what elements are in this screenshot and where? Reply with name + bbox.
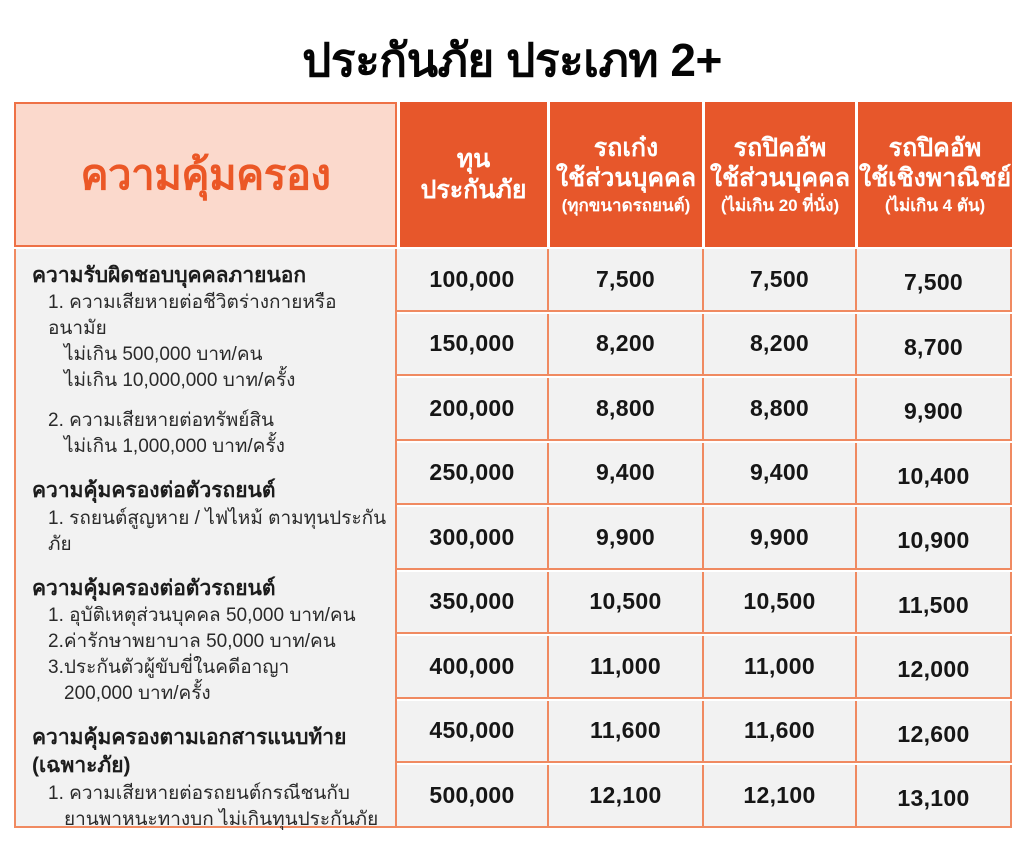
coverage-line: 1. รถยนต์สูญหาย / ไฟไหม้ ตามทุนประกันภัย — [48, 507, 387, 555]
premium-cell: 11,500 — [855, 572, 1012, 635]
coverage-line: ไม่เกิน 500,000 บาท/คน — [64, 344, 263, 366]
premium-cell: 10,500 — [547, 572, 702, 635]
premium-cell: 9,900 — [702, 507, 855, 570]
page-title: ประกันภัย ประเภท 2+ — [302, 34, 722, 86]
premium-cell: 8,200 — [547, 314, 702, 377]
premium-cell: 9,900 — [855, 378, 1012, 441]
premium-cell: 10,500 — [702, 572, 855, 635]
coverage-section-endorsement-heading: ความคุ้มครองตามเอกสารแนบท้าย — [32, 726, 347, 750]
coverage-line: 1. ความเสียหายต่อชีวิตร่างกายหรืออนามัย — [48, 292, 337, 340]
coverage-section-vehicle-heading: ความคุ้มครองต่อตัวรถยนต์ — [32, 479, 276, 503]
column-header-note: (ทุกขนาดรถยนต์) — [561, 195, 691, 215]
premium-cell: 7,500 — [547, 249, 702, 312]
premium-cell: 11,000 — [547, 636, 702, 699]
column-header-line1: รถปิคอัพ — [888, 133, 982, 162]
premium-cell: 10,900 — [855, 507, 1012, 570]
coverage-header-label: ความคุ้มครอง — [80, 150, 331, 198]
premium-cell: 9,400 — [547, 443, 702, 506]
premium-cell: 12,100 — [702, 765, 855, 828]
premium-cell: 9,900 — [547, 507, 702, 570]
column-header-pickup-personal — [702, 102, 855, 247]
sum-insured-cell: 150,000 — [397, 314, 547, 377]
coverage-section-vehicle2-heading: ความคุ้มครองต่อตัวรถยนต์ — [32, 576, 276, 600]
premium-cell: 7,500 — [702, 249, 855, 312]
premium-cell: 12,100 — [547, 765, 702, 828]
insurance-premium-table — [14, 102, 1012, 828]
sum-insured-cell: 350,000 — [397, 572, 547, 635]
column-header-sedan-personal — [547, 102, 702, 247]
coverage-line: 1. ความเสียหายต่อรถยนต์กรณีชนกับ — [48, 782, 350, 804]
column-header-line2: ใช้ส่วนบุคคล — [555, 164, 697, 193]
column-header-note: (ไม่เกิน 4 ตัน) — [884, 195, 986, 215]
coverage-section-endorsement-heading2: (เฉพาะภัย) — [32, 754, 131, 778]
column-header-line1: รถปิคอัพ — [733, 133, 827, 162]
premium-cell: 12,600 — [855, 701, 1012, 764]
premium-cell: 8,200 — [702, 314, 855, 377]
premium-cell: 10,400 — [855, 443, 1012, 506]
premium-cell: 8,800 — [702, 378, 855, 441]
coverage-header-cell — [14, 102, 397, 247]
coverage-line: ไม่เกิน 1,000,000 บาท/ครั้ง — [64, 436, 285, 458]
column-header-line2: ใช้ส่วนบุคคล — [709, 164, 851, 193]
premium-cell: 9,400 — [702, 443, 855, 506]
coverage-line: ยานพาหนะทางบก ไม่เกินทุนประกันภัย — [64, 808, 379, 830]
coverage-line: 1. อุบัติเหตุส่วนบุคคล 50,000 บาท/คน — [48, 605, 356, 627]
column-header-line2: ใช้เชิงพาณิชย์ — [858, 164, 1012, 193]
sum-insured-cell: 250,000 — [397, 443, 547, 506]
column-header-line1: รถเก๋ง — [593, 133, 659, 162]
column-header-line1: ทุน — [456, 145, 491, 173]
coverage-line: 200,000 บาท/ครั้ง — [64, 683, 211, 705]
premium-cell: 12,000 — [855, 636, 1012, 699]
premium-cell: 11,000 — [702, 636, 855, 699]
sum-insured-cell: 200,000 — [397, 378, 547, 441]
coverage-description-cell — [14, 249, 397, 828]
sum-insured-cell: 100,000 — [397, 249, 547, 312]
coverage-line: 2.ค่ารักษาพยาบาล 50,000 บาท/คน — [48, 631, 336, 653]
premium-cell: 7,500 — [855, 249, 1012, 312]
column-header-line2: ประกันภัย — [420, 175, 527, 204]
sum-insured-cell: 450,000 — [397, 701, 547, 764]
premium-cell: 8,800 — [547, 378, 702, 441]
coverage-line: 2. ความเสียหายต่อทรัพย์สิน — [48, 410, 274, 432]
sum-insured-cell: 300,000 — [397, 507, 547, 570]
column-header-sum-insured — [397, 102, 547, 247]
sum-insured-cell: 500,000 — [397, 765, 547, 828]
premium-cell: 13,100 — [855, 765, 1012, 828]
sum-insured-cell: 400,000 — [397, 636, 547, 699]
coverage-section-third-party-heading: ความรับผิดชอบบุคคลภายนอก — [32, 264, 307, 287]
premium-cell: 11,600 — [547, 701, 702, 764]
column-header-note: (ไม่เกิน 20 ที่นั่ง) — [720, 195, 840, 215]
coverage-line: ไม่เกิน 10,000,000 บาท/ครั้ง — [64, 370, 296, 392]
premium-cell: 8,700 — [855, 314, 1012, 377]
coverage-line: 3.ประกันตัวผู้ขับขี่ในคดีอาญา — [48, 657, 290, 679]
column-header-pickup-commercial — [855, 102, 1012, 247]
premium-cell: 11,600 — [702, 701, 855, 764]
